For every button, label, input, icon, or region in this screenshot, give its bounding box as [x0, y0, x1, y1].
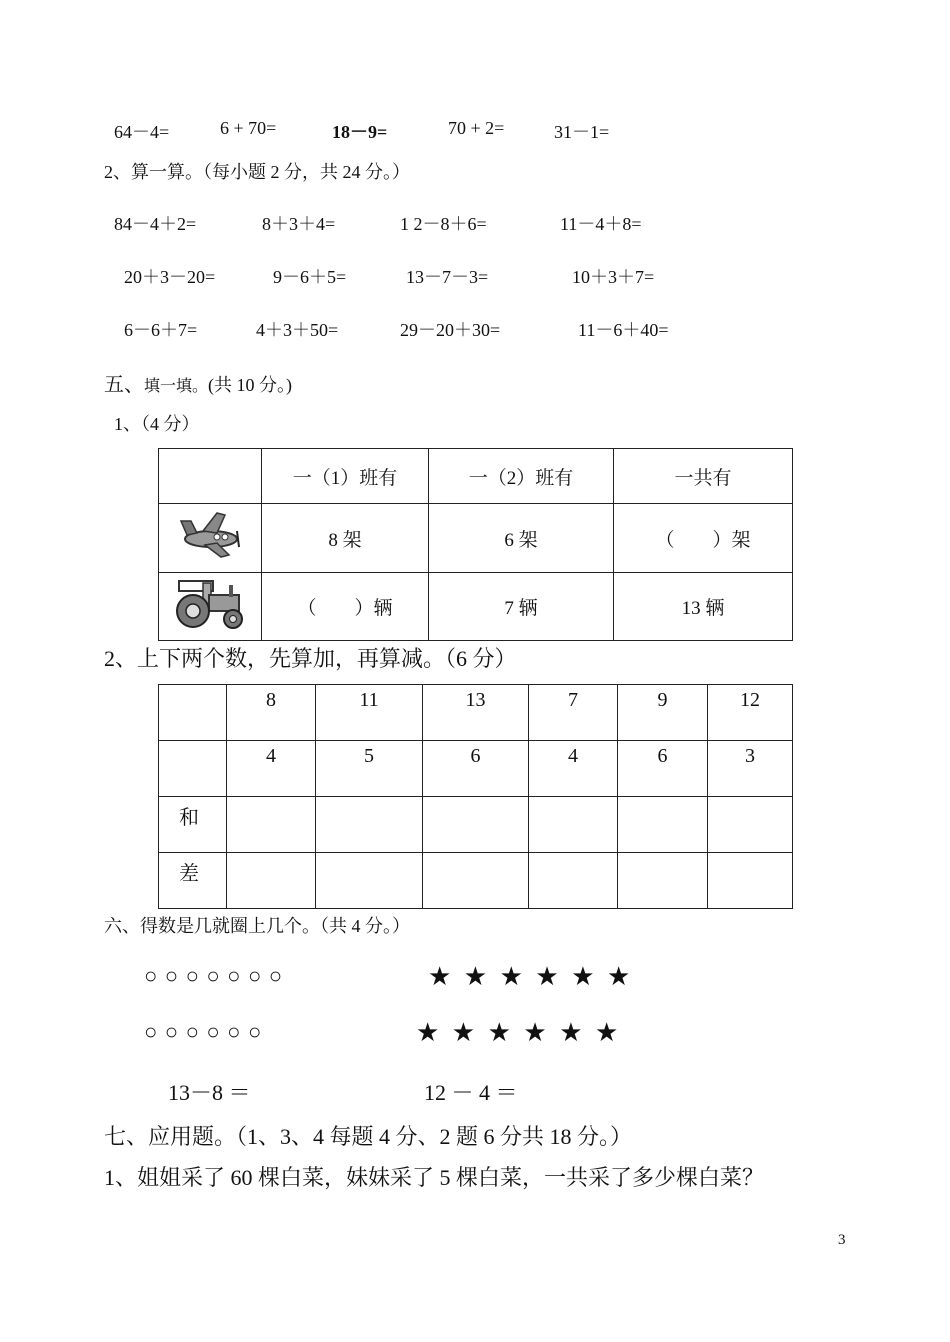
tractor-icon	[173, 577, 247, 631]
data-cell: 6 架	[429, 504, 614, 573]
problem: 6 + 70=	[220, 118, 277, 138]
equation: 13－8 ＝	[168, 1080, 251, 1105]
data-cell: 8 架	[262, 504, 429, 573]
problem: 31－1=	[554, 122, 610, 142]
problem: 13－7－3=	[406, 267, 489, 287]
sum-answer-cell	[708, 797, 793, 853]
sum-answer-cell	[618, 797, 708, 853]
top-number: 7	[529, 685, 618, 741]
top-number: 13	[423, 685, 529, 741]
problem: 1 2－8＋6=	[400, 214, 487, 234]
bottom-number: 6	[618, 741, 708, 797]
question-title: 1、（4 分）	[114, 414, 200, 434]
star-row: ★ ★ ★ ★ ★ ★	[416, 1018, 622, 1047]
section-title: 六、得数是几就圈上几个。（共 4 分。）	[104, 916, 410, 936]
problem: 8＋3＋4=	[262, 214, 336, 234]
answer-cell: （ ）辆	[262, 573, 429, 641]
data-cell: 7 辆	[429, 573, 614, 641]
page-number: 3	[838, 1232, 846, 1248]
problem: 11－6＋40=	[578, 320, 669, 340]
section-rest: (共 10 分。)	[208, 375, 293, 395]
sum-label: 和	[159, 797, 227, 853]
problem: 11－4＋8=	[560, 214, 642, 234]
diff-answer-cell	[316, 853, 423, 909]
airplane-icon	[177, 509, 243, 561]
diff-answer-cell	[618, 853, 708, 909]
header-cell: 一共有	[614, 449, 793, 504]
header-cell	[159, 449, 262, 504]
data-cell: 13 辆	[614, 573, 793, 641]
section-small: 填一填。	[144, 378, 209, 395]
top-number: 8	[227, 685, 316, 741]
top-number: 9	[618, 685, 708, 741]
diff-answer-cell	[529, 853, 618, 909]
problem: 6－6＋7=	[124, 320, 198, 340]
header-cell: 一（2）班有	[429, 449, 614, 504]
tractor-cell	[159, 573, 262, 641]
question-title: 2、上下两个数，先算加，再算减。（6 分）	[104, 646, 517, 671]
airplane-cell	[159, 504, 262, 573]
problem: 20＋3－20=	[124, 267, 216, 287]
bottom-number: 5	[316, 741, 423, 797]
problem: 64－4=	[114, 122, 170, 142]
diff-answer-cell	[227, 853, 316, 909]
section-title: 2、算一算。（每小题 2 分，共 24 分。）	[104, 162, 410, 182]
bottom-number: 4	[227, 741, 316, 797]
top-number: 11	[316, 685, 423, 741]
star-row: ★ ★ ★ ★ ★ ★	[428, 962, 634, 991]
section-title	[104, 368, 292, 397]
section-title: 七、应用题。（1、3、4 每题 4 分、2 题 6 分共 18 分。）	[104, 1124, 633, 1149]
equation: 12 － 4 ＝	[424, 1080, 518, 1105]
sum-answer-cell	[423, 797, 529, 853]
sum-diff-table	[158, 684, 793, 909]
circle-row: ○ ○ ○ ○ ○ ○	[144, 1019, 263, 1044]
problem: 18－9=	[332, 122, 388, 142]
word-problem: 1、姐姐采了 60 棵白菜，妹妹采了 5 棵白菜，一共采了多少棵白菜？	[104, 1165, 765, 1190]
problem: 29－20＋30=	[400, 320, 501, 340]
problem: 70 + 2=	[448, 118, 505, 138]
problem: 4＋3＋50=	[256, 320, 339, 340]
bottom-number: 4	[529, 741, 618, 797]
problem: 84－4＋2=	[114, 214, 197, 234]
section-prefix: 五、	[104, 374, 144, 396]
diff-answer-cell	[708, 853, 793, 909]
circle-row: ○ ○ ○ ○ ○ ○ ○	[144, 963, 284, 988]
header-cell: 一（1）班有	[262, 449, 429, 504]
diff-label: 差	[159, 853, 227, 909]
answer-cell: （ ）架	[614, 504, 793, 573]
bottom-number: 6	[423, 741, 529, 797]
sum-answer-cell	[227, 797, 316, 853]
fill-table	[158, 448, 793, 641]
bottom-number: 3	[708, 741, 793, 797]
empty-cell	[159, 685, 227, 741]
top-number: 12	[708, 685, 793, 741]
empty-cell	[159, 741, 227, 797]
diff-answer-cell	[423, 853, 529, 909]
problem: 10＋3＋7=	[572, 267, 655, 287]
problem: 9－6＋5=	[273, 267, 347, 287]
sum-answer-cell	[316, 797, 423, 853]
sum-answer-cell	[529, 797, 618, 853]
